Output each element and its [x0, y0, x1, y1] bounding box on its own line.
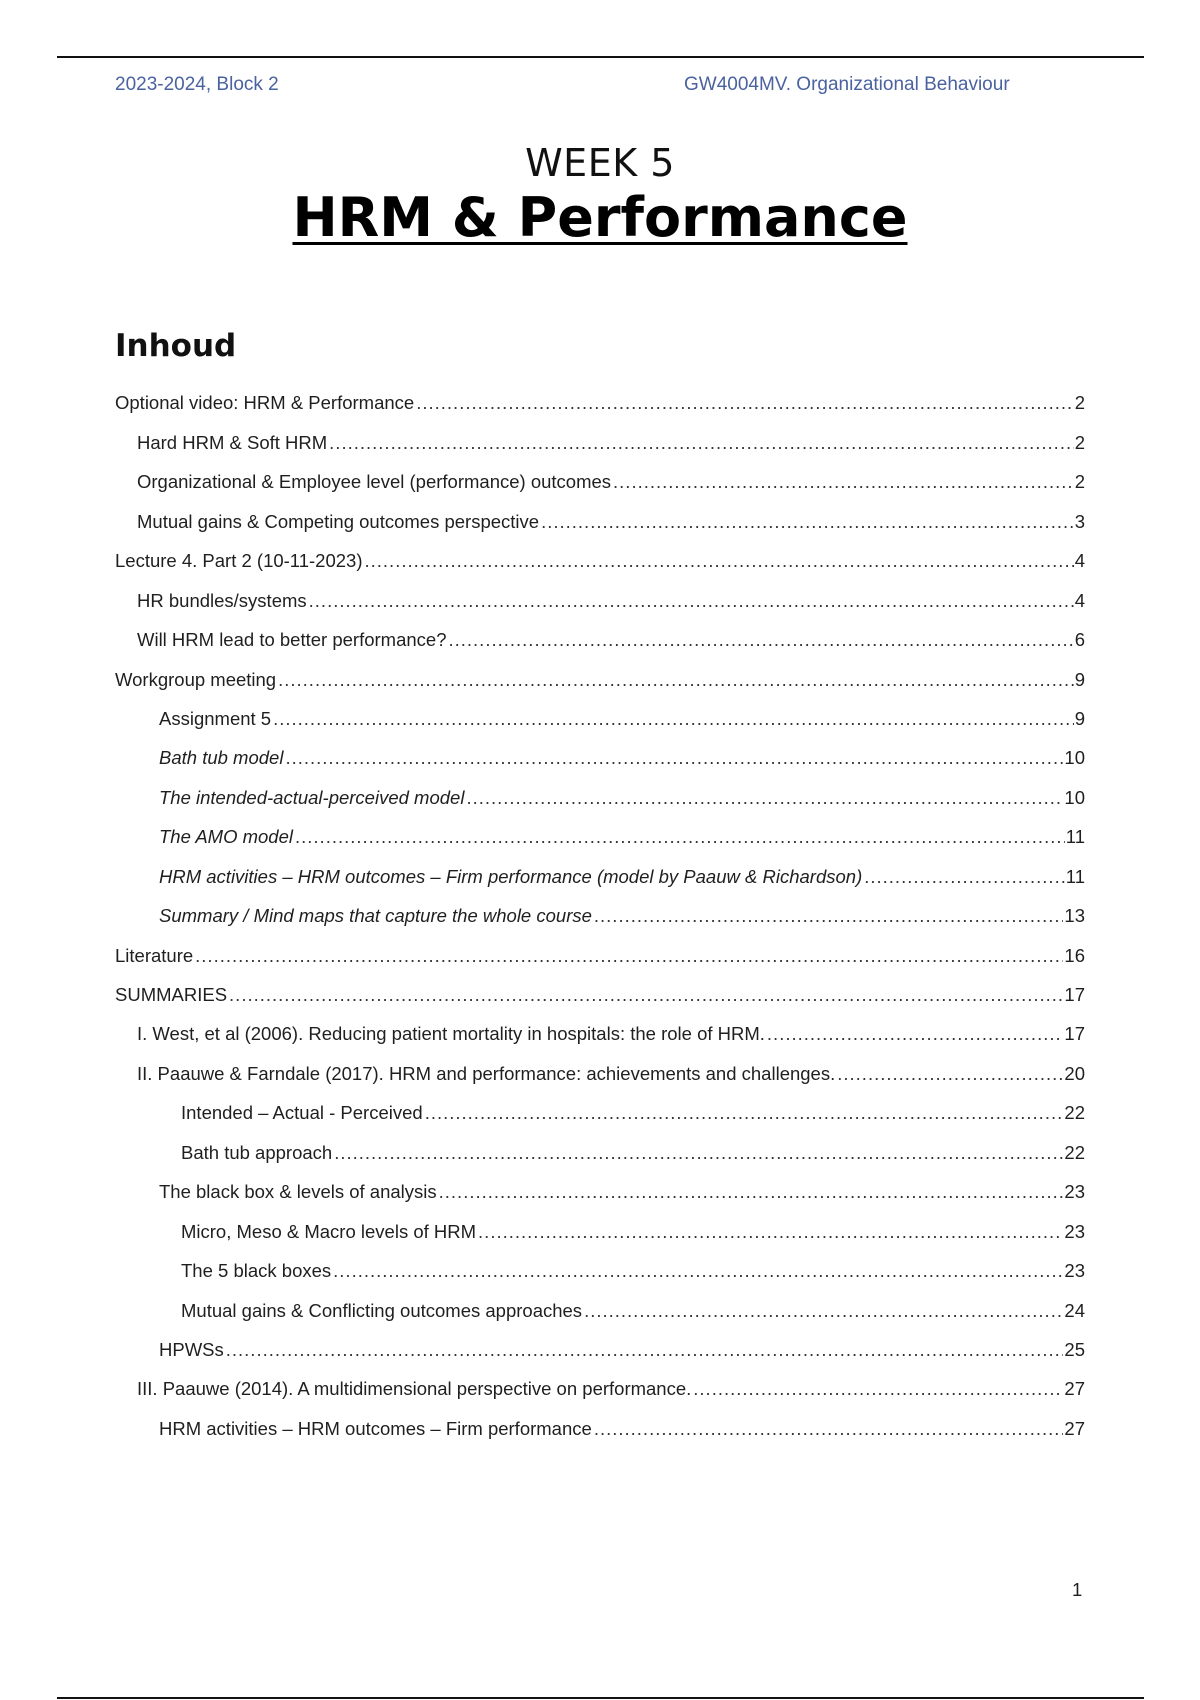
toc-heading: Inhoud [115, 328, 237, 364]
toc-entry-page[interactable]: 24 [1064, 1299, 1085, 1321]
toc-entry-title[interactable]: The black box & levels of analysis [159, 1181, 437, 1203]
toc-entry-title[interactable]: Will HRM lead to better performance? [137, 629, 447, 651]
toc-dot-leader [295, 826, 1065, 848]
document-title [0, 186, 1200, 249]
toc-entry-title[interactable]: II. Paauwe & Farndale (2017). HRM and performance: achievements and challenges. [137, 1062, 836, 1084]
toc-entry-title[interactable]: III. Paauwe (2014). A multidimensional perspective on performance. [137, 1378, 692, 1400]
toc-dot-leader [837, 1063, 1063, 1085]
toc-entry-page[interactable]: 13 [1064, 905, 1085, 927]
header-course-period: 2023-2024, Block 2 [115, 74, 279, 95]
toc-entry-page[interactable]: 6 [1074, 629, 1085, 651]
toc-dot-leader [195, 945, 1063, 967]
toc-entry-page[interactable]: 17 [1064, 984, 1085, 1005]
toc-dot-leader [439, 1181, 1064, 1203]
toc-dot-leader [229, 984, 1063, 1006]
document-title-text: HRM & Performance [292, 186, 908, 249]
toc-dot-leader [594, 1418, 1064, 1440]
toc-dot-leader [334, 1142, 1063, 1164]
toc-dot-leader [613, 471, 1074, 493]
toc-entry-page[interactable]: 2 [1074, 431, 1085, 453]
toc-entry[interactable] [159, 691, 1085, 730]
toc-entry-page[interactable]: 3 [1074, 510, 1085, 532]
toc-entry[interactable] [181, 1243, 1085, 1282]
toc-entry-title[interactable]: Workgroup meeting [115, 668, 277, 690]
toc-entry-title[interactable]: Lecture 4. Part 2 (10-11-2023) [115, 550, 363, 572]
toc-entry[interactable] [159, 809, 1085, 848]
table-of-contents [0, 375, 1200, 1440]
bottom-rule [57, 1697, 1144, 1699]
toc-entry[interactable] [137, 454, 1085, 493]
toc-entry-page[interactable]: 23 [1064, 1220, 1085, 1242]
toc-entry[interactable] [181, 1203, 1085, 1242]
toc-entry[interactable] [159, 769, 1085, 808]
toc-entry[interactable] [159, 1322, 1085, 1361]
toc-entry-page[interactable]: 22 [1064, 1102, 1085, 1124]
toc-entry[interactable] [137, 572, 1085, 611]
toc-entry[interactable] [115, 651, 1085, 690]
toc-entry-page[interactable]: 23 [1064, 1260, 1085, 1282]
toc-entry-page[interactable]: 2 [1074, 471, 1085, 493]
toc-entry[interactable] [159, 1164, 1085, 1203]
toc-entry-title[interactable]: Literature [115, 944, 194, 966]
toc-entry-page[interactable]: 17 [1064, 1023, 1085, 1045]
toc-dot-leader [478, 1221, 1063, 1243]
toc-entry[interactable] [137, 1006, 1085, 1045]
toc-dot-leader [448, 629, 1073, 651]
toc-entry-title[interactable]: HRM activities – HRM outcomes – Firm performance (model by Paauw & Richardson) [159, 865, 863, 887]
toc-entry[interactable] [137, 1361, 1085, 1400]
toc-entry-title[interactable]: Intended – Actual - Perceived [181, 1102, 423, 1124]
toc-entry[interactable] [137, 493, 1085, 532]
toc-entry[interactable] [159, 888, 1085, 927]
toc-entry-page[interactable]: 9 [1074, 707, 1085, 729]
toc-entry-page[interactable]: 25 [1064, 1338, 1085, 1360]
toc-entry-title[interactable]: Bath tub model [159, 747, 284, 769]
toc-entry-page[interactable]: 16 [1064, 944, 1085, 966]
toc-entry-title[interactable]: The intended-actual-perceived model [159, 786, 465, 808]
toc-entry[interactable] [115, 967, 1085, 1006]
toc-entry[interactable] [181, 1282, 1085, 1321]
toc-entry-title[interactable]: Assignment 5 [159, 707, 272, 729]
toc-entry[interactable] [115, 533, 1085, 572]
week-label: WEEK 5 [525, 141, 675, 185]
header-course-name: GW4004MV. Organizational Behaviour [684, 74, 1010, 95]
toc-dot-leader [693, 1378, 1063, 1400]
toc-dot-leader [584, 1300, 1063, 1322]
top-rule [57, 56, 1144, 58]
toc-dot-leader [425, 1102, 1064, 1124]
toc-entry-title[interactable]: HPWSs [159, 1338, 224, 1360]
toc-entry[interactable] [115, 375, 1085, 414]
toc-entry-title[interactable]: The 5 black boxes [181, 1260, 332, 1282]
toc-entry[interactable] [137, 1045, 1085, 1084]
toc-entry[interactable] [137, 414, 1085, 453]
toc-dot-leader [273, 708, 1074, 730]
toc-entry-title[interactable]: HRM activities – HRM outcomes – Firm performance [159, 1417, 592, 1439]
toc-entry[interactable] [159, 848, 1085, 887]
toc-entry-page[interactable]: 11 [1065, 826, 1085, 848]
toc-entry-page[interactable]: 10 [1064, 747, 1085, 769]
toc-entry-title[interactable]: Summary / Mind maps that capture the whole course [159, 905, 592, 927]
toc-dot-leader [864, 866, 1065, 888]
toc-entry-page[interactable]: 9 [1074, 668, 1085, 690]
toc-entry-page[interactable]: 27 [1064, 1417, 1085, 1439]
toc-entry-page[interactable]: 4 [1074, 550, 1085, 572]
toc-entry[interactable] [115, 927, 1085, 966]
toc-dot-leader [466, 787, 1063, 809]
toc-entry[interactable] [181, 1085, 1085, 1124]
toc-dot-leader [416, 392, 1073, 414]
toc-dot-leader [365, 550, 1074, 572]
toc-entry-title[interactable]: I. West, et al (2006). Reducing patient mortality in hospitals: the role of HRM. [137, 1023, 765, 1045]
toc-entry-title[interactable]: Hard HRM & Soft HRM [137, 431, 328, 453]
toc-entry-page[interactable]: 2 [1074, 392, 1085, 414]
toc-entry-page[interactable]: 22 [1064, 1141, 1085, 1163]
toc-entry-page[interactable]: 4 [1074, 589, 1085, 611]
toc-dot-leader [541, 511, 1074, 533]
toc-entry[interactable] [137, 612, 1085, 651]
toc-entry-title[interactable]: The AMO model [159, 826, 293, 848]
toc-entry-title[interactable]: Mutual gains & Conflicting outcomes approaches [181, 1299, 583, 1321]
toc-entry[interactable] [159, 730, 1085, 769]
toc-dot-leader [278, 669, 1074, 691]
toc-entry-title[interactable]: SUMMARIES [115, 984, 228, 1005]
toc-entry[interactable] [159, 1400, 1085, 1439]
toc-entry-page[interactable]: 11 [1065, 865, 1085, 887]
toc-entry-title[interactable]: Mutual gains & Competing outcomes perspective [137, 510, 540, 532]
toc-entry-title[interactable]: Organizational & Employee level (performance) outcomes [137, 471, 612, 493]
toc-dot-leader [329, 432, 1074, 454]
toc-dot-leader [333, 1260, 1063, 1282]
toc-dot-leader [594, 905, 1064, 927]
toc-entry-page[interactable]: 27 [1064, 1378, 1085, 1400]
page-number: 1 [1072, 1579, 1083, 1600]
toc-dot-leader [309, 590, 1074, 612]
toc-entry-page[interactable]: 10 [1064, 786, 1085, 808]
toc-entry-title[interactable]: HR bundles/systems [137, 589, 307, 611]
toc-entry-title[interactable]: Optional video: HRM & Performance [115, 392, 415, 414]
toc-entry-title[interactable]: Micro, Meso & Macro levels of HRM [181, 1220, 477, 1242]
toc-dot-leader [767, 1023, 1064, 1045]
toc-entry-title[interactable]: Bath tub approach [181, 1141, 333, 1163]
toc-entry-page[interactable]: 20 [1064, 1062, 1085, 1084]
toc-dot-leader [226, 1339, 1064, 1361]
toc-entry[interactable] [181, 1124, 1085, 1163]
toc-dot-leader [285, 747, 1063, 769]
toc-entry-page[interactable]: 23 [1064, 1181, 1085, 1203]
